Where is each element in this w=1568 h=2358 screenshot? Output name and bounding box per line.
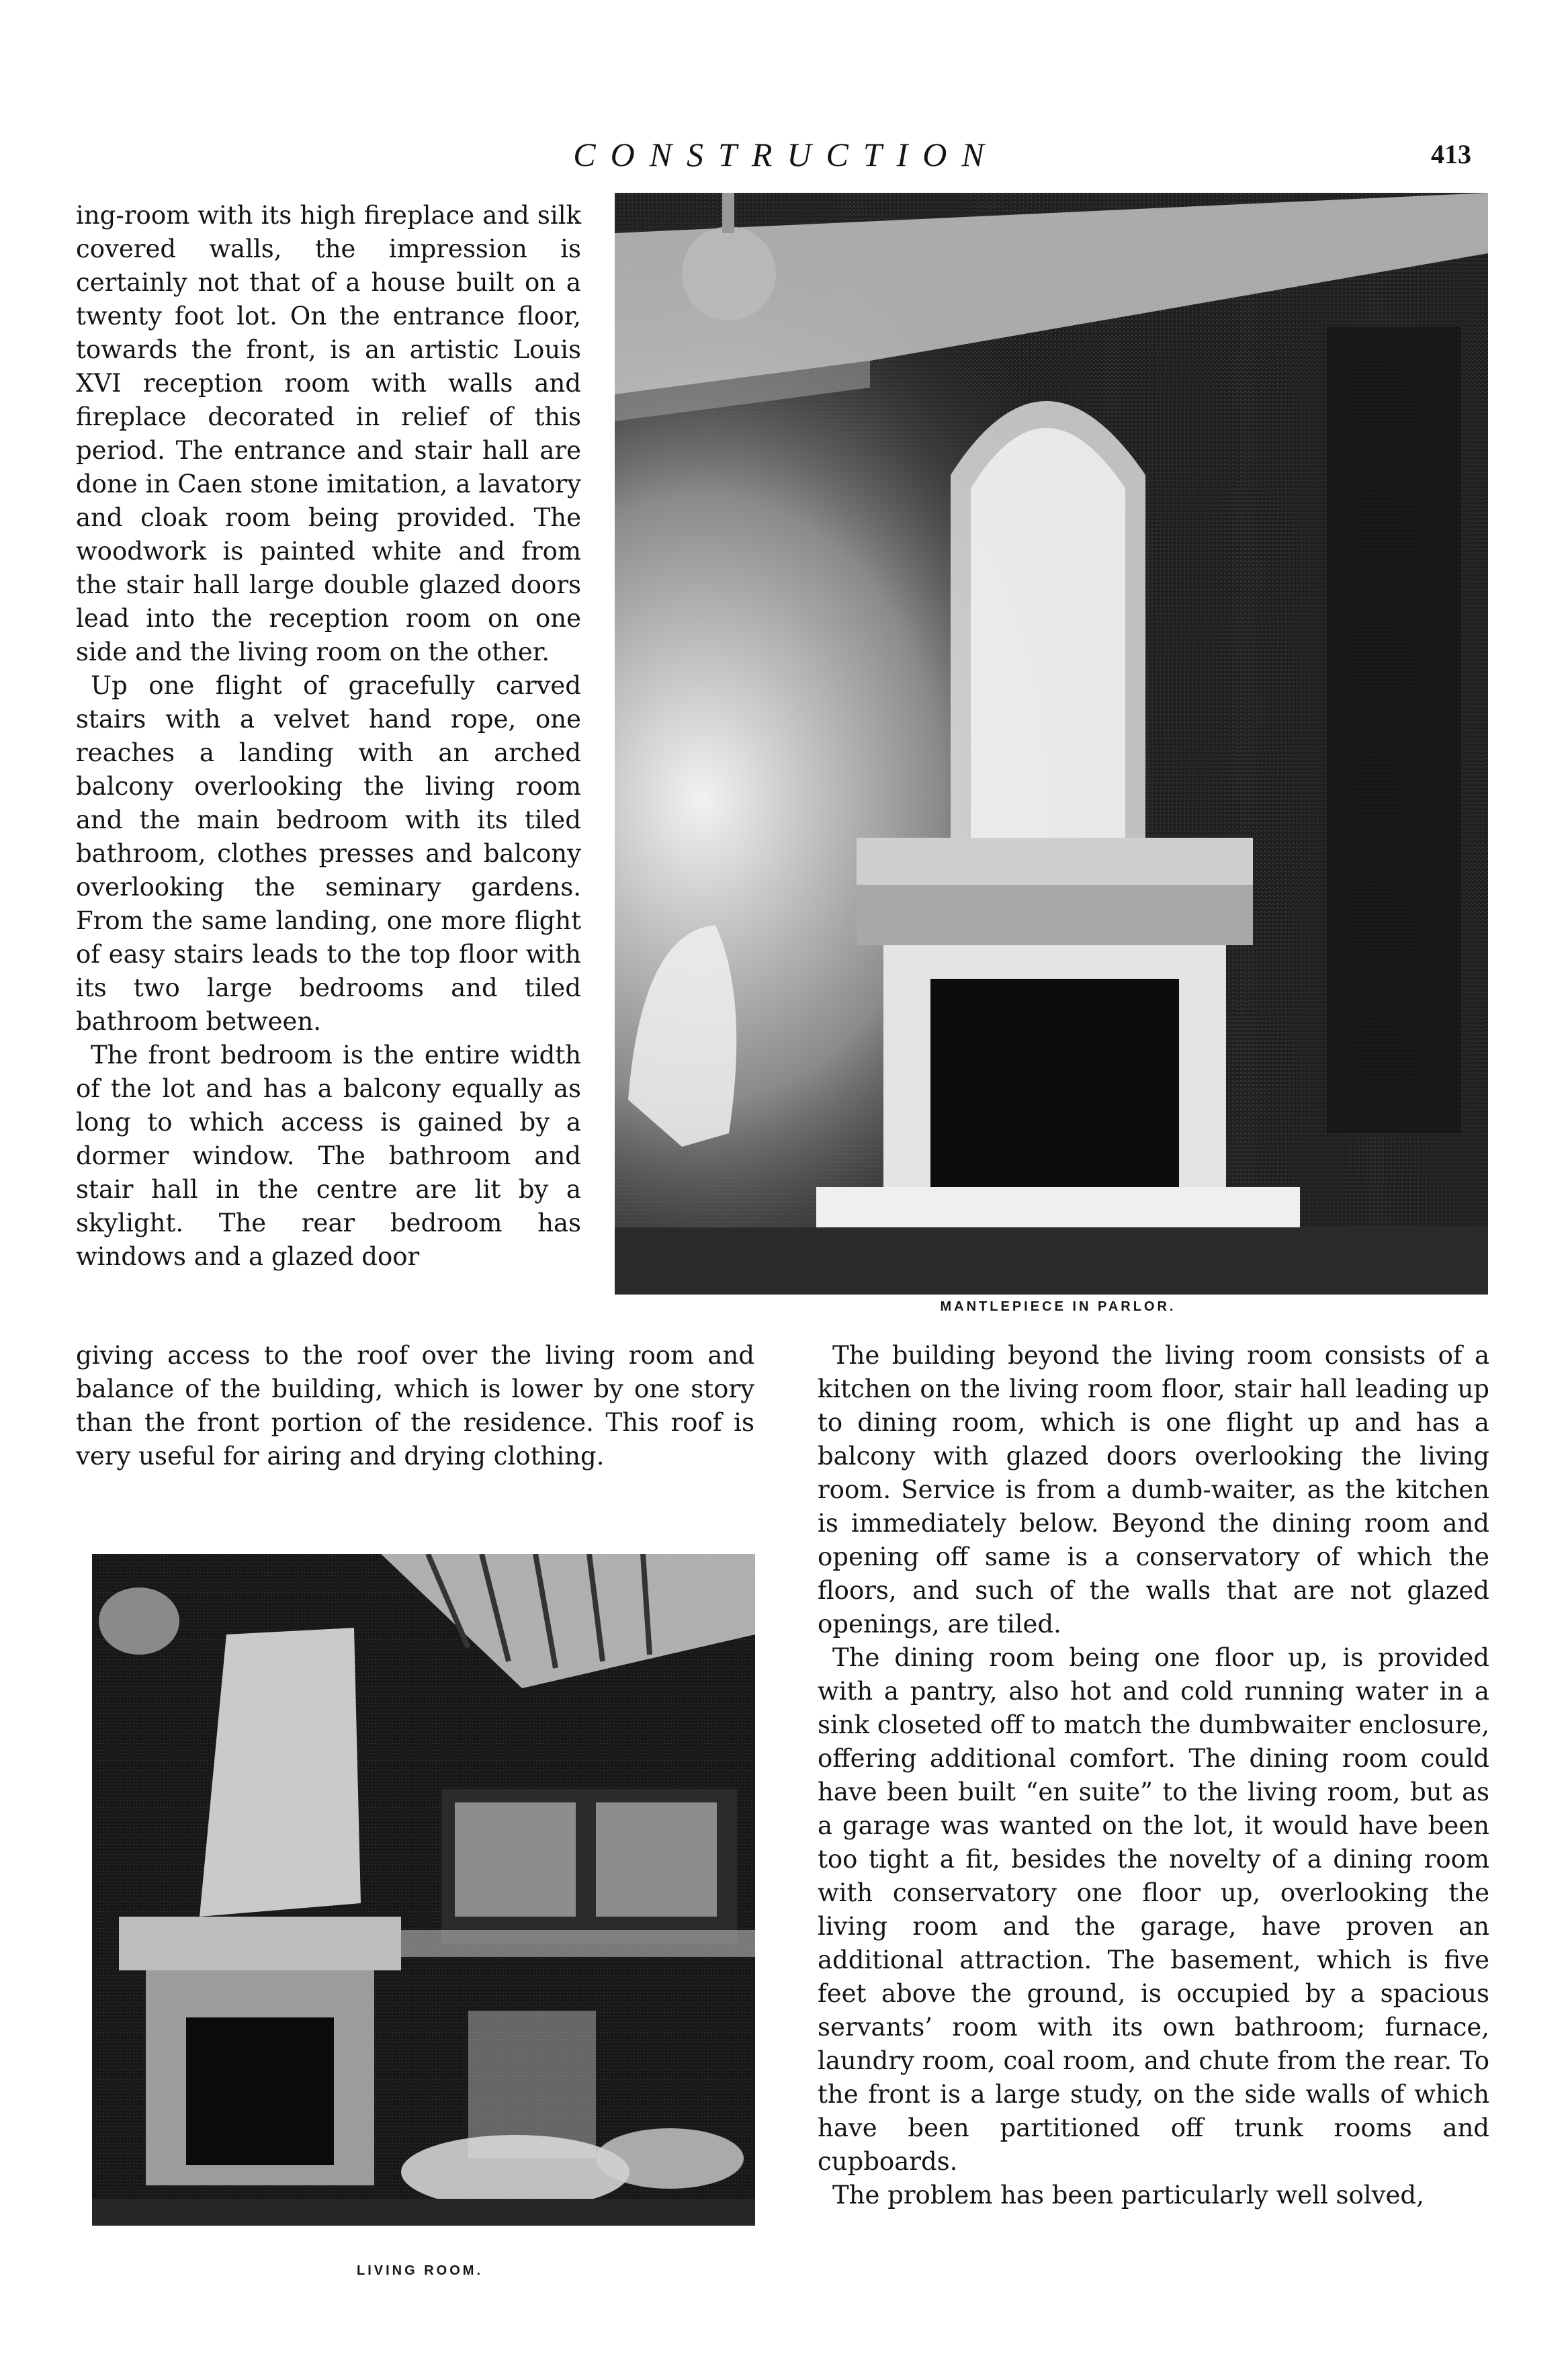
living-room-photo — [92, 1554, 755, 2226]
left-column-continuation — [76, 1339, 754, 1473]
page-number: 413 — [1431, 139, 1471, 169]
paragraph-dining-room: The dining room being one floor up, is provided with a pantry, also hot and cold running water in a sink closeted off to match the dumbwaiter enclosure, offering additional comfort. The dining room could have been built “en suite” to the living room, but as a garage was wanted on the lot, it would have been too tight a fit, besides the novelty of a dining room with conservatory one floor up, overlooking the living room and the garage, have proven an additional attraction. The basement, which is five feet above the ground, is occupied by a spacious servants’ room with its own bathroom; furnace, laundry room, coal room, and chute from the rear. To the front is a large study, on the side walls of which have been partitioned off trunk rooms and cupboards. — [818, 1643, 1489, 2176]
living-room-illustration — [92, 1554, 755, 2226]
page-header — [0, 128, 1568, 181]
left-column-text — [76, 199, 581, 1274]
paragraph-problem-solved: The problem has been particularly well solved, — [832, 2181, 1424, 2210]
right-column-text — [818, 1339, 1489, 2212]
mantlepiece-caption: MANTLEPIECE IN PARLOR. — [940, 1299, 1176, 1314]
paragraph-stairs: Up one flight of gracefully carved stairs with a velvet hand rope, one reaches a landing with an arched balcony overlooking the living room and the main bedroom with its tiled bathroom, clothes presses and balcony overlooking the seminary gardens. From the same landing, one more flight of easy stairs leads to the top floor with its two large bedrooms and tiled bathroom between. — [76, 671, 581, 1036]
running-title: CONSTRUCTION — [573, 136, 999, 173]
paragraph-continued: ing-room with its high fireplace and silk covered walls, the impression is certainly not that of a house built on a twenty foot lot. On the entrance floor, towards the front, is an artistic Louis XVI reception room with walls and fireplace decorated in relief of this period. The entrance and stair hall are done in Caen stone imitation, a lavatory and cloak room being provided. The woodwork is painted white and from the stair hall large double glazed doors lead into the reception room on one side and the living room on the other. — [76, 201, 581, 666]
mantlepiece-photo — [615, 193, 1488, 1295]
paragraph-building-beyond: The building beyond the living room consists of a kitchen on the living room floor, stair hall leading up to dining room, which is one flight up and has a balcony with glazed doors overlooking the living room. Service is from a dumb-waiter, as the kitchen is immediately below. Beyond the dining room and opening off same is a conservatory of which the floors, and such of the walls that are not glazed openings, are tiled. — [818, 1341, 1489, 1639]
living-room-caption: LIVING ROOM. — [357, 2263, 483, 2278]
paragraph-front-bedroom: The front bedroom is the entire width of the lot and has a balcony equally as long to which access is gained by a dormer window. The bathroom and stair hall in the centre are lit by a skylight. The rear bedroom has windows and a glazed door — [76, 1041, 581, 1271]
mantlepiece-illustration — [615, 193, 1488, 1295]
paragraph-roof: giving access to the roof over the living room and balance of the building, which is lower by one story than the front portion of the residence. This roof is very useful for airing and drying clothing. — [76, 1341, 754, 1471]
